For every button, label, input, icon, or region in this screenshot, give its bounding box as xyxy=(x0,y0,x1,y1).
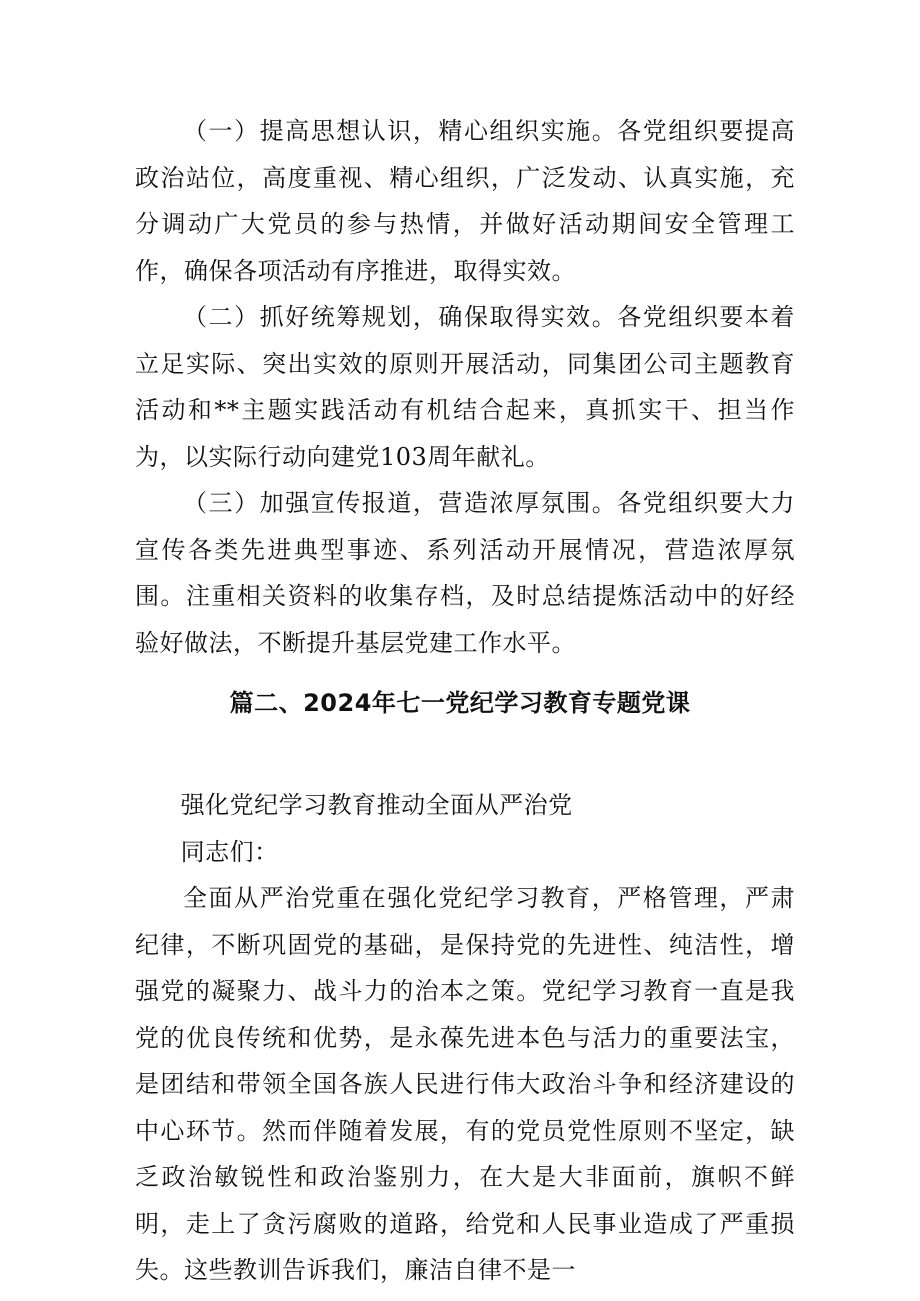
paragraph-1: （一）提高思想认识，精心组织实施。各党组织要提高政治站位，高度重视、精心组织，广泛发动、认真实施，充分调动广大党员的参与热情，并做好活动期间安全管理工作，确保各项活动有序推进，取得实效。 xyxy=(135,117,795,285)
body-paragraph: 全面从严治党重在强化党纪学习教育，严格管理，严肃纪律，不断巩固党的基础，是保持党的先进性、纯洁性，增强党的凝聚力、战斗力的治本之策。党纪学习教育一直是我党的优良传统和优势，是永葆先进本色与活力的重要法宝，是团结和带领全国各族人民进行伟大政治斗争和经济建设的中心环节。然而伴随着发展，有的党员党性原则不坚定，缺乏政治敏锐性和政治鉴别力，在大是大非面前，旗帜不鲜明，走上了贪污腐败的道路，给党和人民事业造成了严重损失。这些教训告诉我们，廉洁自律不是一 xyxy=(135,884,795,1284)
paragraph-2: （二）抓好统筹规划，确保取得实效。各党组织要本着立足实际、突出实效的原则开展活动，同集团公司主题教育活动和**主题实践活动有机结合起来，真抓实干、担当作为，以实际行动向建党103周年献礼。 xyxy=(135,303,795,471)
salutation: 同志们： xyxy=(180,837,279,866)
section-heading: 篇二、2024年七一党纪学习教育专题党课 xyxy=(229,689,691,717)
part2-section xyxy=(135,782,795,1294)
paragraph-3: （三）加强宣传报道，营造浓厚氛围。各党组织要大力宣传各类先进典型事迹、系列活动开展情况，营造浓厚氛围。注重相关资料的收集存档，及时总结提炼活动中的好经验好做法，不断提升基层党建工作水平。 xyxy=(135,489,795,657)
part1-section xyxy=(135,108,795,666)
speech-subtitle: 强化党纪学习教育推动全面从严治党 xyxy=(180,791,573,819)
